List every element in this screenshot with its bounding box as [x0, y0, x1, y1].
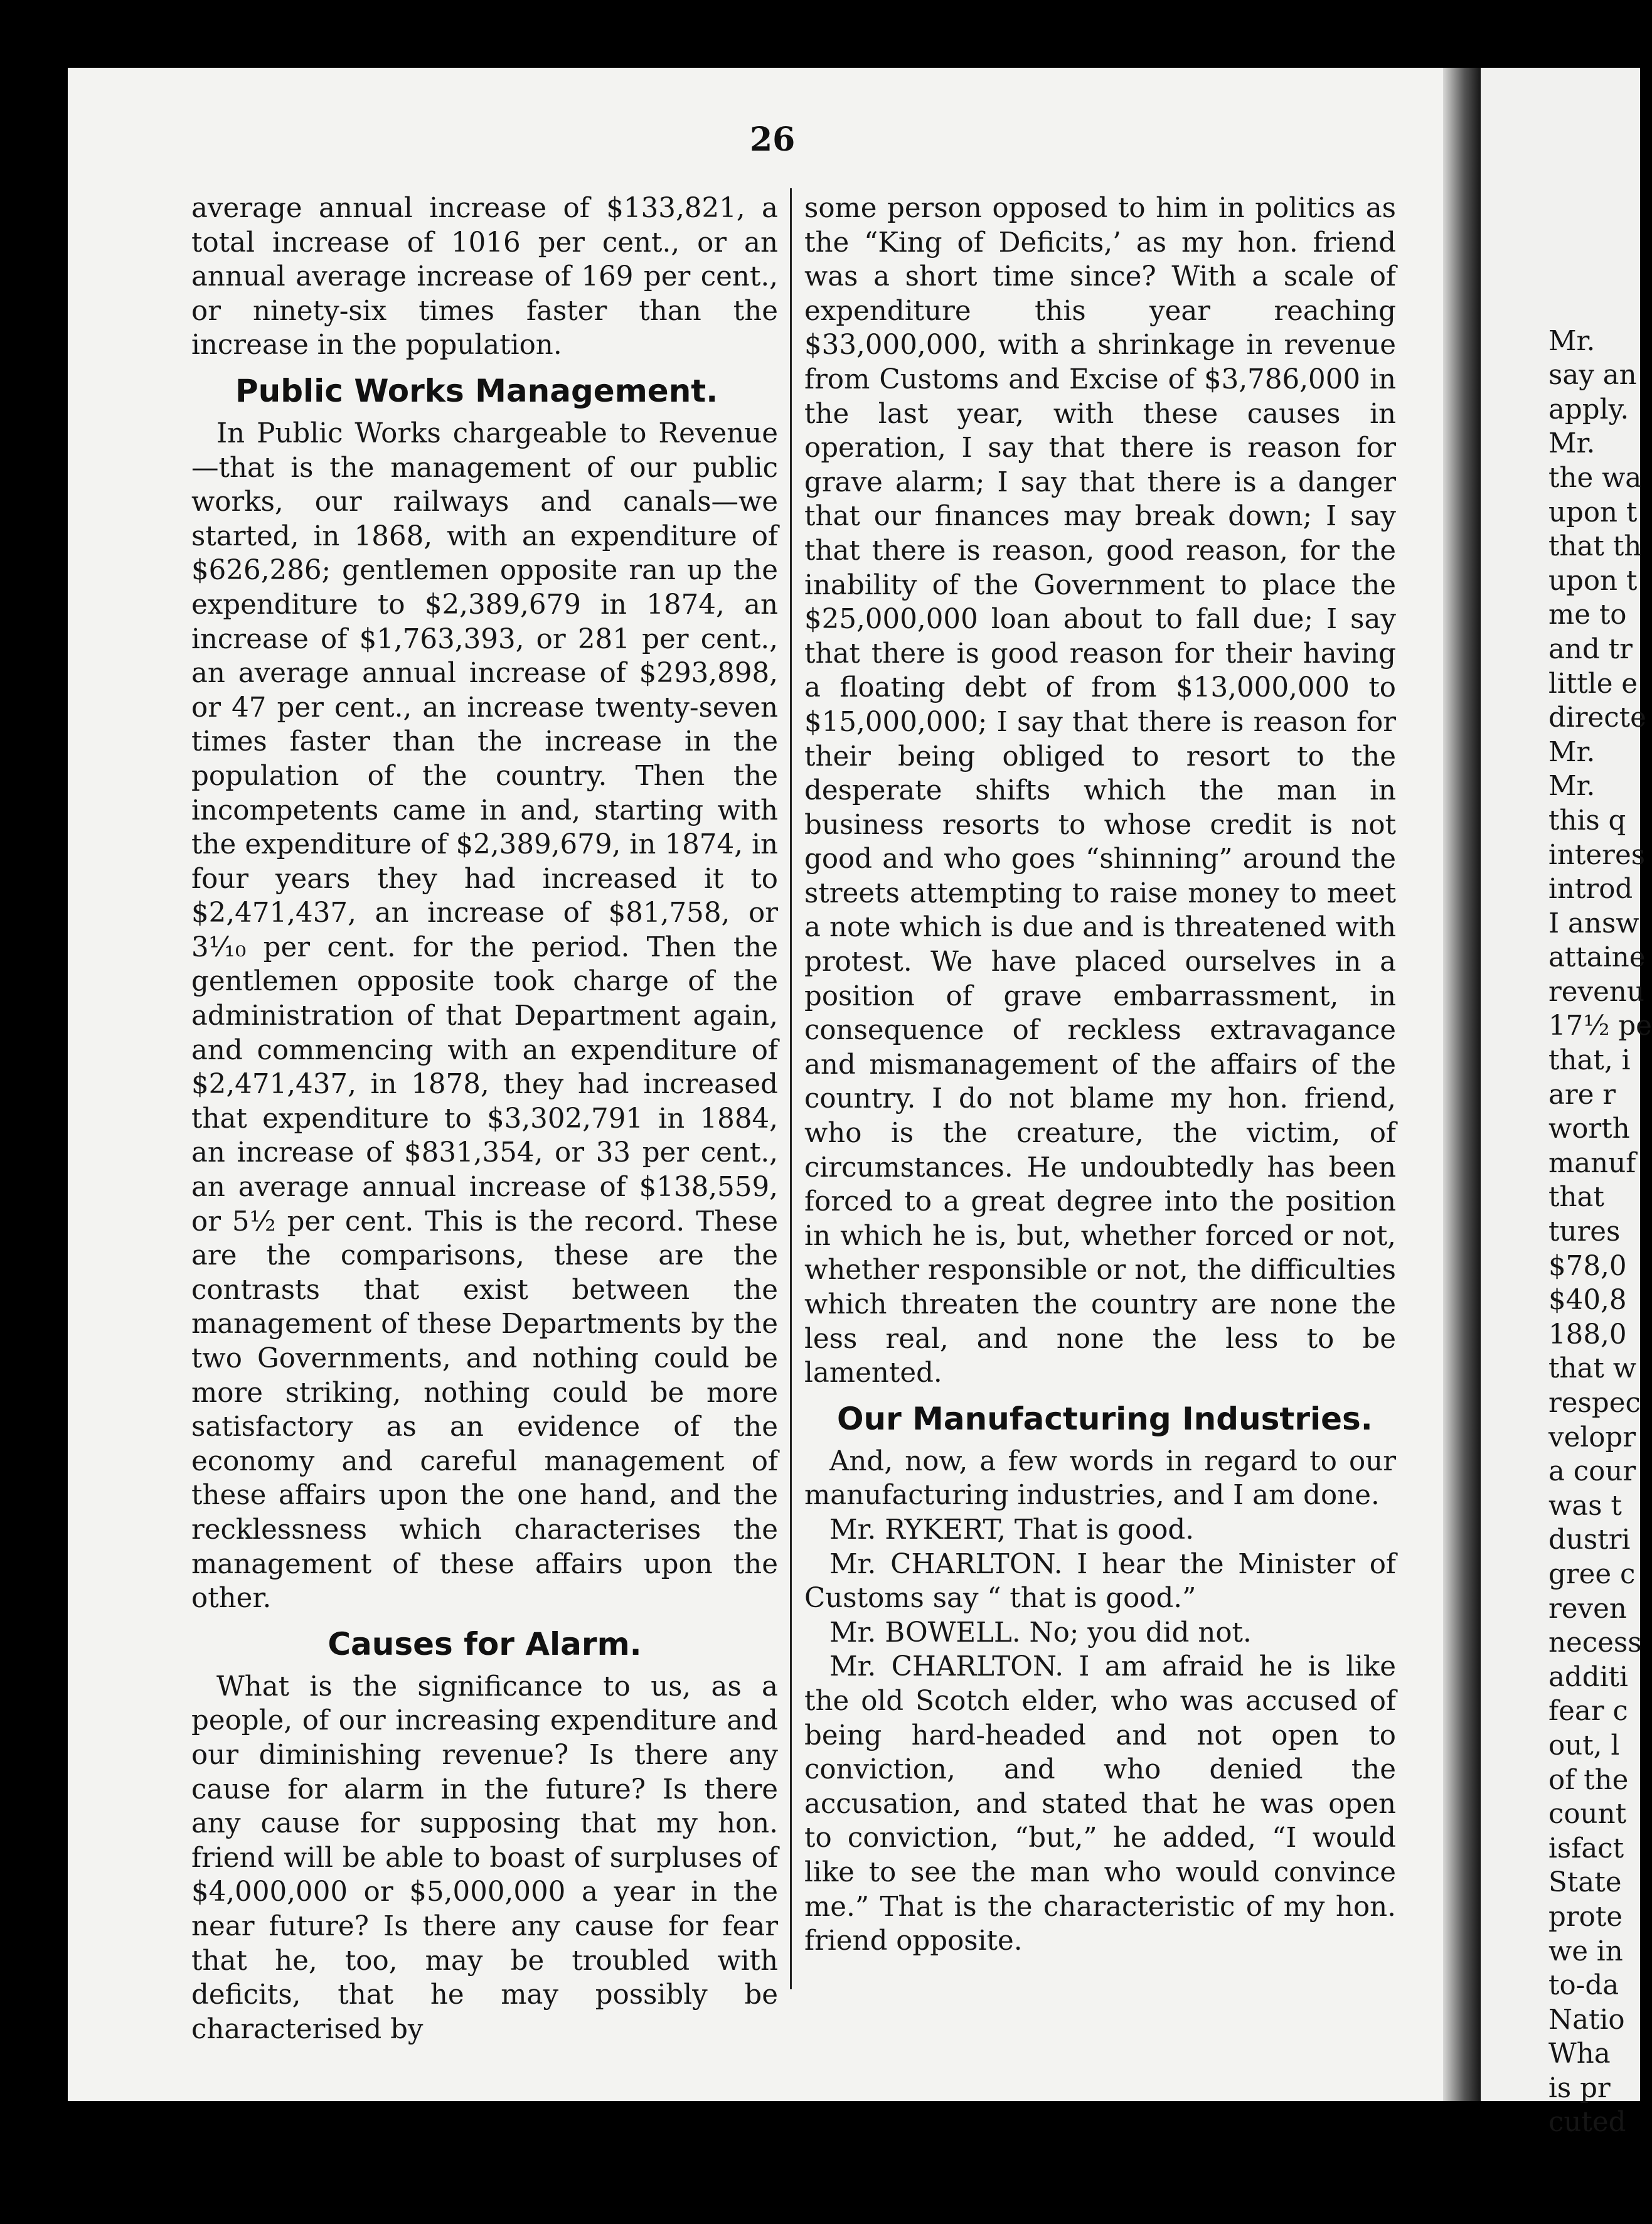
right-column-line: Mr. — [1548, 771, 1596, 803]
right-column-line: $78,0 — [1548, 1250, 1627, 1282]
right-column-line: isfact — [1548, 1832, 1624, 1864]
right-column-line: revenu — [1548, 976, 1644, 1008]
right-column-line: me to — [1548, 599, 1627, 631]
right-column-line: dustri — [1548, 1524, 1631, 1556]
right-column-line: introd — [1548, 874, 1633, 906]
right-column-line: was t — [1548, 1490, 1622, 1522]
right-column-line: that th — [1548, 531, 1642, 563]
right-column-line: attaine — [1548, 942, 1646, 974]
speaker-line: Mr. RYKERT, That is good. — [829, 1514, 1195, 1546]
right-column-line: upon t — [1548, 565, 1638, 597]
right-column-line: respec — [1548, 1387, 1641, 1419]
right-column-line: directe — [1548, 702, 1646, 734]
speaker-line: Mr. CHARLTON. I am afraid he is like the old Scotch elder, who was accused of being hard-headed and not open to conviction, and who denied the accusation, and stated that he was open to conviction, “but,” he added, “I would like to see the man who would convince me.” That is the characteristic of my hon. friend opposite. — [804, 1651, 1396, 1957]
right-column-line: and tr — [1548, 633, 1633, 665]
right-column-line: interes — [1548, 839, 1646, 871]
right-column-line: is pr — [1548, 2072, 1611, 2104]
right-column-line: prote — [1548, 1901, 1623, 1933]
right-column-line: gree c — [1548, 1558, 1636, 1590]
right-column-line: upon t — [1548, 496, 1638, 528]
right-column-line: $40,8 — [1548, 1285, 1627, 1317]
paragraph: average annual increase of $133,821, a total increase of 1016 per cent., or an annual average increase of 169 per cent., or ninety-six times faster than the increase in the population. — [191, 193, 778, 361]
right-column-line: Wha — [1548, 2038, 1611, 2070]
right-column-line: that, i — [1548, 1045, 1631, 1077]
right-column-line: reven — [1548, 1593, 1627, 1625]
right-column-line: are r — [1548, 1079, 1616, 1111]
right-column-line: 17½ pe — [1548, 1010, 1652, 1042]
right-column-line: additi — [1548, 1661, 1628, 1693]
right-column-line: fear c — [1548, 1696, 1628, 1728]
right-column-line: velopr — [1548, 1421, 1636, 1453]
right-column-fragments — [1548, 290, 1652, 2140]
page-gutter — [1443, 68, 1482, 2101]
right-column-line: count — [1548, 1799, 1627, 1831]
section-heading: Causes for Alarm. — [328, 1625, 642, 1662]
right-column-line: Natio — [1548, 2004, 1625, 2036]
middle-column — [804, 191, 1396, 1959]
right-column-line: manuf — [1548, 1147, 1636, 1179]
right-column-line: little e — [1548, 668, 1638, 700]
right-column-line: 188,0 — [1548, 1318, 1627, 1350]
right-column-line: State — [1548, 1867, 1622, 1899]
right-column-line: a cour — [1548, 1456, 1636, 1488]
right-column-line: that — [1548, 1182, 1604, 1214]
right-column-line: say an — [1548, 360, 1637, 392]
right-column-line: tures — [1548, 1216, 1621, 1248]
right-column-line — [1548, 290, 1652, 324]
right-column-line: I answ — [1548, 907, 1639, 939]
right-column-line: worth — [1548, 1113, 1630, 1145]
left-column — [191, 191, 778, 2046]
right-column-line: this q — [1548, 805, 1626, 837]
right-column-line: out, l — [1548, 1729, 1620, 1762]
section-heading: Public Works Management. — [235, 372, 718, 409]
right-column-line: Mr. — [1548, 736, 1596, 768]
right-column-line: cuted — [1548, 2107, 1626, 2139]
section-heading: Our Manufacturing Industries. — [837, 1400, 1373, 1437]
right-column-line: that w — [1548, 1353, 1636, 1385]
column-divider — [790, 188, 792, 1989]
right-column-line: the wa — [1548, 462, 1642, 494]
right-column-line: of the — [1548, 1764, 1629, 1796]
right-column-line: to-da — [1548, 1970, 1619, 2002]
speaker-line: Mr. BOWELL. No; you did not. — [829, 1617, 1252, 1649]
paragraph: some person opposed to him in politics as the “King of Deficits,’ as my hon. friend was a short time since? With a scale of expenditure this year reaching $33,000,000, with a shrinkage in revenue from Customs and Excise of $3,786,000 in the last year, with these causes in operation, I say that there is reason for grave alarm; I say that there is a danger that our finances may break down; I say that there is reason, good reason, for the inability of the Government to place the $25,000,000 loan about to fall due; I say that there is good reason for their having a floating debt of from $13,000,000 to $15,000,000; I say that there is reason for their being obliged to resort to the desperate shifts which the man in business resorts to whose credit is not good and who goes “shinning” around the streets attempting to raise money to meet a note which is due and is threatened with protest. We have placed ourselves in a position of grave embarrassment, in consequence of reckless extravagance and mismanagement of the affairs of the country. I do not blame my hon. friend, who is the creature, the victim, of circumstances. He undoubtedly has been forced to a great degree into the position in which he is, but, whether forced or not, whether responsible or not, the difficulties which threaten the country are none the less real, and none the less to be lamented. — [804, 193, 1396, 1389]
right-column-line: necess — [1548, 1627, 1642, 1659]
right-column-line: we in — [1548, 1935, 1623, 1967]
page-number: 26 — [750, 120, 796, 159]
paragraph: What is the significance to us, as a people, of our increasing expenditure and our diminishing revenue? Is there any cause for alarm in the future? Is there any cause for supposing that my hon. friend will be able to boast of surpluses of $4,000,000 or $5,000,000 a year in the near future? Is there any cause for fear that he, too, may be troubled with deficits, that he may possibly be characterised by — [191, 1671, 778, 2045]
paragraph: And, now, a few words in regard to our manufacturing industries, and I am done. — [804, 1445, 1396, 1512]
speaker-line: Mr. CHARLTON. I hear the Minister of Customs say “ that is good.” — [804, 1548, 1396, 1615]
right-column-line: Mr. — [1548, 428, 1596, 460]
right-column-line: apply. — [1548, 393, 1629, 425]
right-column-line: Mr. — [1548, 325, 1596, 357]
paragraph: In Public Works chargeable to Revenue—that is the management of our public works, our railways and canals—we started, in 1868, with an expenditure of $626,286; gentlemen opposite ran up the expenditure to $2,389,679 in 1874, an increase of $1,763,393, or 281 per cent., an average annual increase of $293,898, or 47 per cent., an increase twenty-seven times faster than the increase in the population of the country. Then the incompetents came in and, starting with the expenditure of $2,389,679, in 1874, in four years they had increased it to $2,471,437, an increase of $81,758, or 3¹⁄₁₀ per cent. for the period. Then the gentlemen opposite took charge of the administration of that Department again, and commencing with an expenditure of $2,471,437, in 1878, they had increased that expenditure to $3,302,791 in 1884, an increase of $831,354, or 33 per cent., an average annual increase of $138,559, or 5½ per cent. This is the record. These are the comparisons, these are the contrasts that exist between the management of these Departments by the two Governments, and nothing could be more striking, nothing could be more satisfactory as an evidence of the economy and careful management of these affairs upon the one hand, and the recklessness which characterises the management of these affairs upon the other. — [191, 417, 778, 1615]
